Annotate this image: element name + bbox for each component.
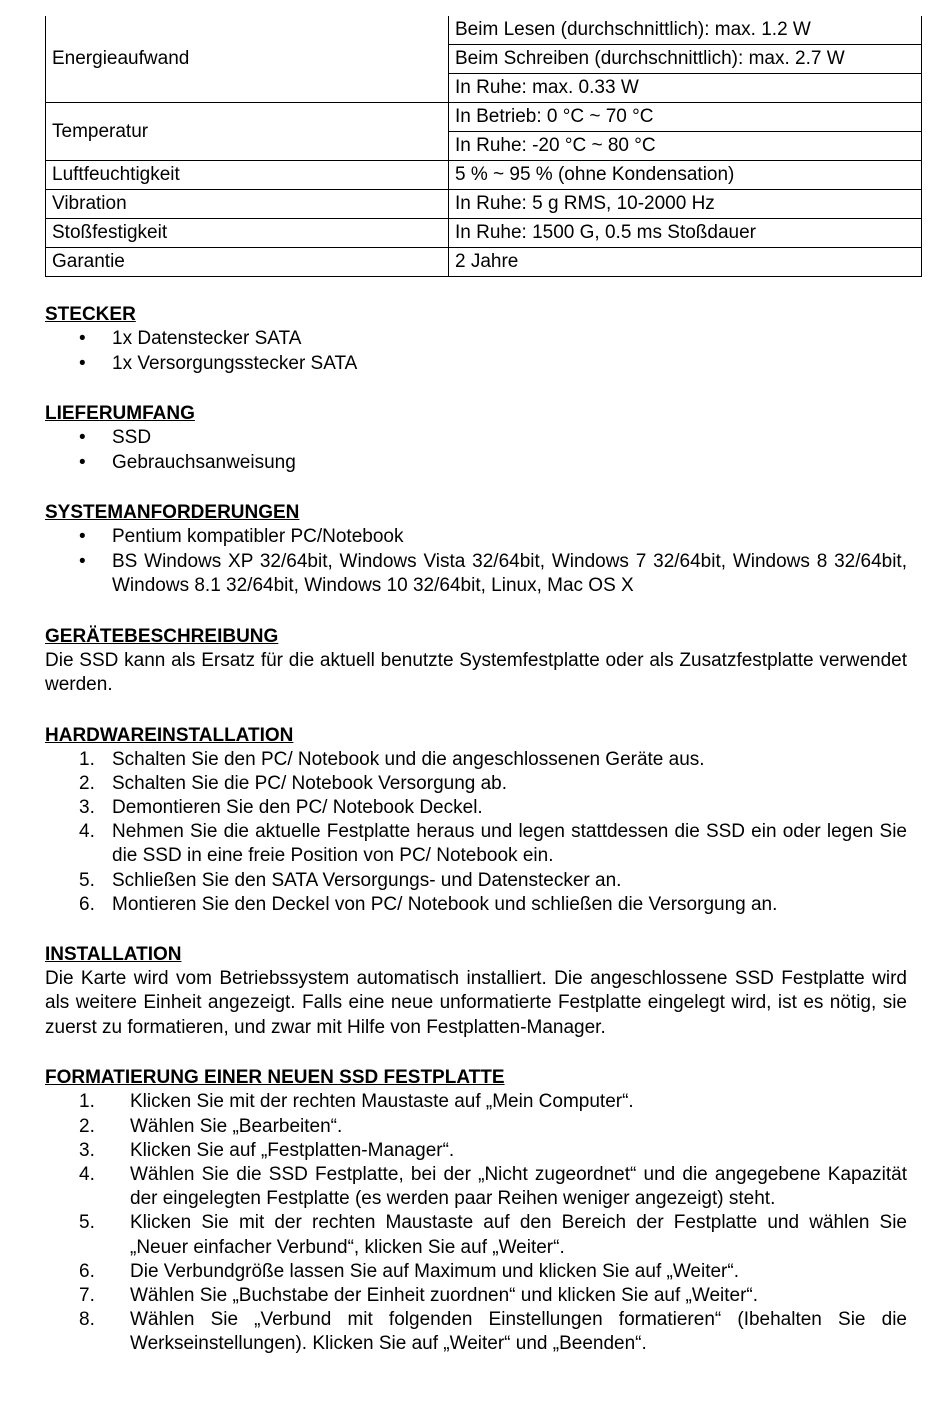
list-item: 2. Schalten Sie die PC/ Notebook Versorgung ab.	[79, 772, 508, 794]
table-row	[46, 190, 922, 219]
bullet-icon: •	[79, 352, 86, 374]
list-item: • 1x Versorgungsstecker SATA	[45, 352, 907, 377]
list-item: • Gebrauchsanweisung	[45, 451, 907, 476]
spec-value: Beim Schreiben (durchschnittlich): max. 2.7 W	[449, 45, 922, 74]
list-item: 5. Schließen Sie den SATA Versorgungs- und Datenstecker an.	[79, 869, 622, 891]
bullet-icon: •	[79, 526, 86, 547]
list-item: 5. Klicken Sie mit der rechten Maustaste auf den Bereich der Festplatte und wählen Sie „Neuer einfacher Verbund“, klicken Sie auf „Weiter“.	[79, 1212, 907, 1258]
bullet-list	[45, 426, 907, 475]
table-row	[46, 103, 922, 132]
section-hardwareinstallation	[45, 724, 907, 917]
spec-value: 5 % ~ 95 % (ohne Kondensation)	[449, 161, 922, 190]
spec-value: In Ruhe: 1500 G, 0.5 ms Stoßdauer	[449, 219, 922, 248]
section-geraetebeschreibung	[45, 625, 907, 698]
spec-value: Beim Lesen (durchschnittlich): max. 1.2 W	[449, 16, 922, 45]
list-item: 1. Klicken Sie mit der rechten Maustaste auf „Mein Computer“.	[79, 1091, 634, 1113]
list-item: 4. Wählen Sie die SSD Festplatte, bei der „Nicht zugeordnet“ und die angegebene Kapazität der eingelegten Festplatte (es werden paar Reihen weniger angezeigt) steht.	[79, 1164, 907, 1210]
list-item: 6. Die Verbundgröße lassen Sie auf Maximum und klicken Sie auf „Weiter“.	[79, 1260, 739, 1282]
bullet-list	[45, 525, 907, 599]
section-installation	[45, 943, 907, 1041]
section-heading: SYSTEMANFORDERUNGEN	[45, 502, 300, 523]
list-item: 6. Montieren Sie den Deckel von PC/ Notebook und schließen die Versorgung an.	[79, 893, 778, 915]
list-item: 4. Nehmen Sie die aktuelle Festplatte heraus und legen stattdessen die SSD ein oder legen Sie die SSD in eine freie Position von PC/ Notebook ein.	[79, 821, 907, 867]
table-row	[46, 219, 922, 248]
spec-label-energy: Energieaufwand	[46, 16, 449, 103]
bullet-icon: •	[79, 328, 86, 349]
section-systemanforderungen	[45, 501, 907, 599]
bullet-list	[45, 327, 907, 376]
section-heading: INSTALLATION	[45, 943, 182, 965]
list-item: 8. Wählen Sie „Verbund mit folgenden Einstellungen formatieren“ (Ibehalten Sie die Werkseinstellungen). Klicken Sie auf „Weiter“ und „Beenden“.	[79, 1309, 907, 1355]
spec-table	[45, 16, 922, 277]
list-item: 7. Wählen Sie „Buchstabe der Einheit zuordnen“ und klicken Sie auf „Weiter“.	[79, 1285, 759, 1307]
section-heading: GERÄTEBESCHREIBUNG	[45, 625, 279, 647]
spec-value: In Ruhe: 5 g RMS, 10-2000 Hz	[449, 190, 922, 219]
spec-label-warranty: Garantie	[46, 248, 449, 277]
section-formatierung	[45, 1066, 907, 1356]
spec-value: In Ruhe: -20 °C ~ 80 °C	[449, 132, 922, 161]
table-row	[46, 248, 922, 277]
spec-label-vibration: Vibration	[46, 190, 449, 219]
list-item: 3. Klicken Sie auf „Festplatten-Manager“.	[79, 1139, 455, 1161]
spec-label-temperature: Temperatur	[46, 103, 449, 161]
paragraph: Die SSD kann als Ersatz für die aktuell benutzte Systemfestplatte oder als Zusatzfestplatte verwendet werden.	[45, 649, 907, 695]
list-item: • SSD	[45, 426, 907, 451]
document-page	[45, 16, 907, 1357]
list-item: • 1x Datenstecker SATA	[45, 327, 907, 352]
numbered-list	[45, 1090, 907, 1356]
list-item: • BS Windows XP 32/64bit, Windows Vista 32/64bit, Windows 7 32/64bit, Windows 8 32/64bit, Windows 8.1 32/64bit, Windows 10 32/64bit, Linux, Mac OS X	[79, 550, 907, 596]
spec-value: In Ruhe: max. 0.33 W	[449, 74, 922, 103]
paragraph: Die Karte wird vom Betriebssystem automatisch installiert. Die angeschlossene SSD Festplatte wird als weitere Einheit angezeigt. Falls eine neue unformatierte Festplatte eingelegt wird, ist es nötig, sie zuerst zu formatieren, und zwar mit Hilfe von Festplatten-Manager.	[45, 967, 907, 1038]
section-heading: HARDWAREINSTALLATION	[45, 724, 294, 746]
list-item: • Pentium kompatibler PC/Notebook	[45, 525, 907, 550]
numbered-list	[45, 748, 907, 917]
spec-label-humidity: Luftfeuchtigkeit	[46, 161, 449, 190]
section-lieferumfang	[45, 402, 907, 475]
list-item: 3. Demontieren Sie den PC/ Notebook Deckel.	[79, 796, 483, 818]
bullet-icon: •	[79, 451, 86, 473]
list-item: 2. Wählen Sie „Bearbeiten“.	[79, 1115, 343, 1137]
spec-value: In Betrieb: 0 °C ~ 70 °C	[449, 103, 922, 132]
bullet-icon: •	[79, 550, 86, 572]
list-item: 1. Schalten Sie den PC/ Notebook und die angeschlossenen Geräte aus.	[79, 748, 705, 770]
section-heading: STECKER	[45, 304, 136, 325]
spec-label-shock: Stoßfestigkeit	[46, 219, 449, 248]
table-row	[46, 161, 922, 190]
table-row	[46, 16, 922, 45]
bullet-icon: •	[79, 427, 86, 448]
spec-value: 2 Jahre	[449, 248, 922, 277]
section-stecker	[45, 303, 907, 376]
section-heading: FORMATIERUNG EINER NEUEN SSD FESTPLATTE	[45, 1067, 505, 1089]
section-heading: LIEFERUMFANG	[45, 403, 195, 424]
